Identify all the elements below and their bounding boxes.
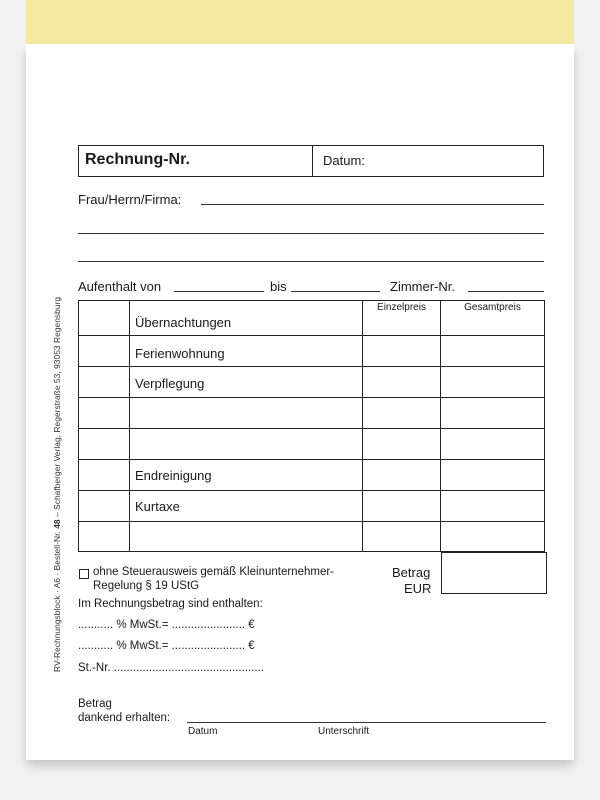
signature-caption: Unterschrift [318,726,370,737]
table-row-line [78,459,545,460]
total-amount-box[interactable] [441,552,547,594]
date-label: Datum: [323,153,365,168]
table-row-line [78,335,545,336]
stay-to-label: bis [270,279,287,294]
table-row-line [78,490,545,491]
room-number-line[interactable] [468,291,544,292]
receipt-line2: dankend erhalten: [78,712,171,724]
receipt-line1: Betrag [78,698,112,710]
recipient-line-3[interactable] [78,261,544,262]
carbon-copy-sheet [26,0,574,44]
included-heading: Im Rechnungsbetrag sind enthalten: [78,598,263,610]
table-row-line [78,366,545,367]
signature-line[interactable] [187,722,546,723]
table-col-line [440,300,441,552]
table-row-line [78,428,545,429]
header-divider [312,146,313,176]
vat-line-1[interactable]: ........... % MwSt.= ....................... € [78,619,255,631]
row-label-holiday-flat: Ferienwohnung [135,346,225,361]
table-border-right [544,300,545,552]
imprint-text-2: – Schafberger Verlag, Regerstraße 53, 93053 Regensburg [52,296,62,520]
stay-to-line[interactable] [291,291,380,292]
date-caption: Datum [188,726,218,737]
items-table [78,300,545,552]
recipient-line-2[interactable] [78,233,544,234]
table-col-line [129,300,130,552]
invoice-header-box [78,145,544,177]
invoice-number-label: Rechnung-Nr. [85,151,190,168]
tax-note-line1: ohne Steuerausweis gemäß Kleinunternehmer- [93,566,334,578]
table-row-line [78,521,545,522]
table-border-left [78,300,79,552]
table-row-line [78,397,545,398]
row-label-catering: Verpflegung [135,376,205,391]
imprint-order-no: 48 [52,519,62,529]
tax-number-line[interactable]: St.-Nr. ............................................... [78,662,264,674]
room-number-label: Zimmer-Nr. [390,279,455,294]
currency-label: EUR [404,581,432,596]
col-header-total-price: Gesamtpreis [464,302,521,313]
total-label: Betrag [392,565,431,580]
table-border-top [78,300,545,301]
table-col-line [362,300,363,552]
row-label-final-cleaning: Endreinigung [135,468,212,483]
tax-note-line2: Regelung § 19 UStG [93,580,200,592]
publisher-imprint [52,297,62,672]
small-business-checkbox[interactable] [79,569,89,579]
stay-from-line[interactable] [174,291,264,292]
row-label-overnight: Übernachtungen [135,315,232,330]
imprint-text-1: RV-Rechnungsblock · A6 · Bestell-Nr. [52,528,62,672]
recipient-label: Frau/Herrn/Firma: [78,192,182,207]
col-header-unit-price: Einzelpreis [377,302,426,313]
vat-line-2[interactable]: ........... % MwSt.= ....................... € [78,640,255,652]
row-label-tourist-tax: Kurtaxe [135,499,180,514]
recipient-line-1[interactable] [201,204,544,205]
stay-from-label: Aufenthalt von [78,279,162,294]
